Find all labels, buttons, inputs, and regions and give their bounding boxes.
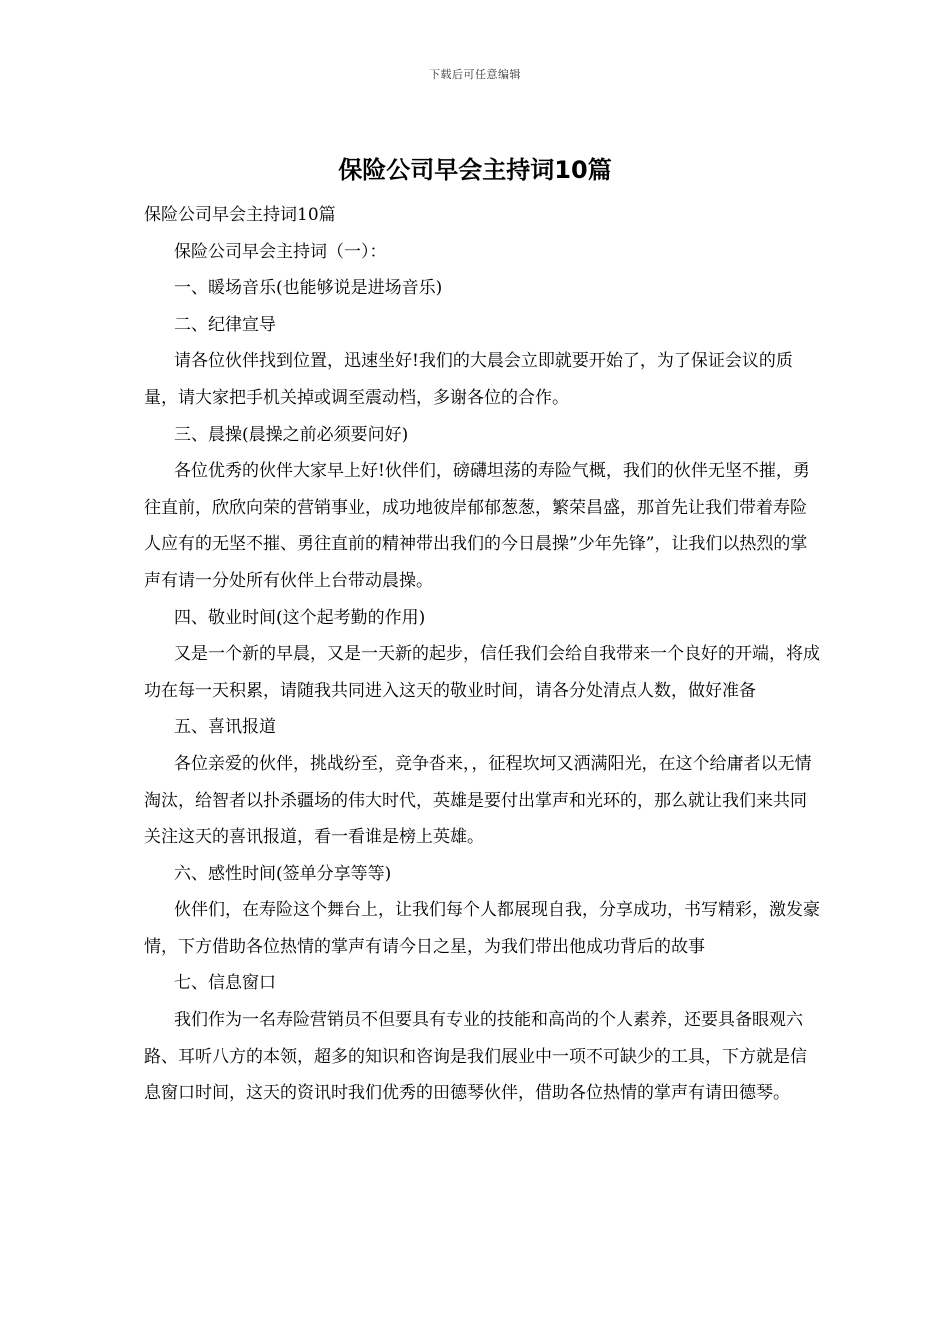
section-heading: 六、感性时间(签单分享等等) <box>174 863 392 884</box>
paragraph: 请各位伙伴找到位置，迅速坐好!我们的大晨会立即就要开始了，为了保证会议的质量，请大家把手机关掉或调至震动档，多谢各位的合作。 <box>144 351 793 408</box>
section-heading: 一、暖场音乐(也能够说是进场音乐) <box>174 278 443 299</box>
paragraph: 我们作为一名寿险营销员不但要具有专业的技能和高尚的个人素养，还要具备眼观六路、耳听八方的本领，超多的知识和咨询是我们展业中一项不可缺少的工具，下方就是信息窗口时间，这天的资讯时我们优秀的田德琴伙伴，借助各位热情的掌声有请田德琴。 <box>144 1010 807 1104</box>
section-heading: 三、晨操(晨操之前必须要问好) <box>174 424 409 445</box>
section-heading: 七、信息窗口 <box>174 973 276 994</box>
paragraph: 保险公司早会主持词10篇 <box>144 205 336 225</box>
section-heading: 二、纪律宣导 <box>174 314 276 335</box>
paragraph: 伙伴们，在寿险这个舞台上，让我们每个人都展现自我，分享成功，书写精彩，激发豪情，下方借助各位热情的掌声有请今日之星，为我们带出他成功背后的故事 <box>144 900 820 957</box>
document-body <box>144 197 820 1112</box>
paragraph: 又是一个新的早晨，又是一天新的起步，信任我们会给自我带来一个良好的开端，将成功在每一天积累，请随我共同进入这天的敬业时间，请各分处清点人数，做好准备 <box>144 644 820 701</box>
section-heading: 四、敬业时间(这个起考勤的作用) <box>174 607 426 628</box>
paragraph: 各位亲爱的伙伴，挑战纷至，竞争沓来，，征程坎坷又洒满阳光，在这个给庸者以无情淘汰，给智者以扑杀疆场的伟大时代，英雄是要付出掌声和光环的，那么就让我们来共同关注这天的喜讯报道，看一看谁是榜上英雄。 <box>144 753 812 848</box>
header-note: 下载后可任意编辑 <box>429 68 521 81</box>
paragraph: 保险公司早会主持词（一）： <box>174 241 387 262</box>
section-heading: 五、喜讯报道 <box>174 717 276 738</box>
paragraph: 各位优秀的伙伴大家早上好!伙伴们，磅礴坦荡的寿险气概，我们的伙伴无坚不摧，勇往直前，欣欣向荣的营销事业，成功地彼岸郁郁葱葱，繁荣昌盛，那首先让我们带着寿险人应有的无坚不摧、勇往直前的精神带出我们的今日晨操”少年先锋”，让我们以热烈的掌声有请一分处所有伙伴上台带动晨操。 <box>144 461 810 591</box>
document-title: 保险公司早会主持词10篇 <box>338 156 612 184</box>
